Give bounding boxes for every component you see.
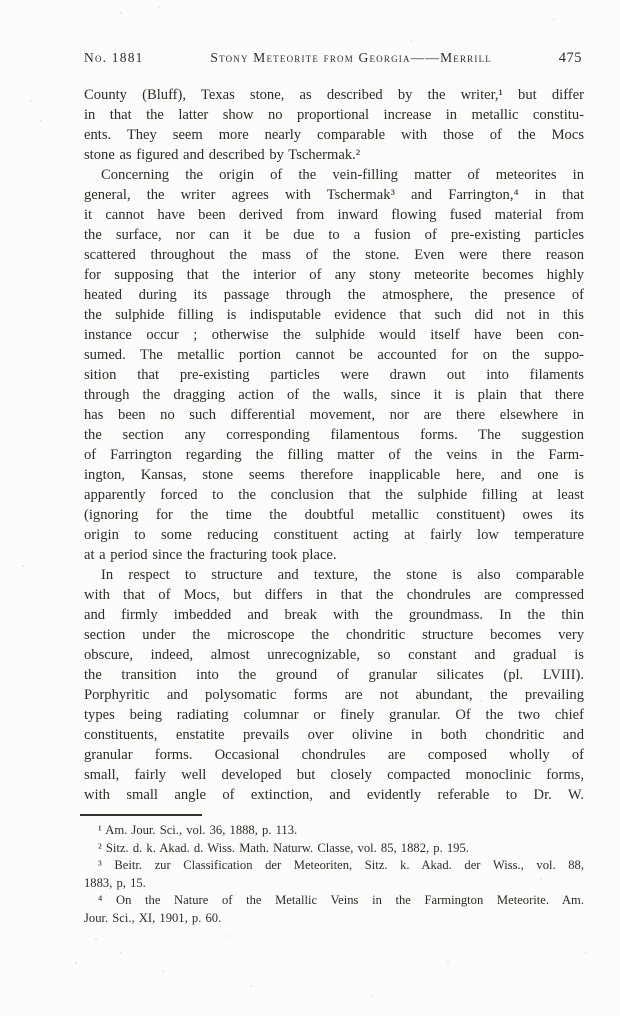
body-line: ents. They seem more nearly comparable with those of the Mocs xyxy=(84,127,584,143)
running-title: Stony Meteorite from Georgia——Merrill xyxy=(210,50,492,65)
running-head xyxy=(84,50,582,67)
body-line: instance occur ; otherwise the sulphide would itself have been con- xyxy=(84,327,584,343)
body-line: Concerning the origin of the vein-filling matter of meteorites in xyxy=(101,167,584,183)
body-line: heated during its passage through the atmosphere, the presence of xyxy=(84,287,584,303)
footnote-4-continued: Jour. Sci., XI, 1901, p. 60. xyxy=(84,910,222,925)
body-line: in that the latter show no proportional increase in metallic constitu- xyxy=(84,107,584,123)
page-number: 475 xyxy=(558,50,582,66)
issue-number: No. 1881 xyxy=(84,50,144,65)
body-line: it cannot have been derived from inward flowing fused material from xyxy=(84,207,584,223)
body-line: small, fairly well developed but closely compacted monoclinic forms, xyxy=(84,767,584,783)
body-line: Porphyritic and polysomatic forms are not abundant, the prevailing xyxy=(84,687,584,703)
body-line: for supposing that the interior of any stony meteorite becomes highly xyxy=(84,267,584,283)
body-line: sumed. The metallic portion cannot be accounted for on the suppo- xyxy=(84,347,584,363)
body-line: In respect to structure and texture, the stone is also comparable xyxy=(101,567,584,583)
body-line: constituents, enstatite prevails over olivine in both chondritic and xyxy=(84,727,584,743)
footnote-2: ² Sitz. d. k. Akad. d. Wiss. Math. Naturw. Classe, vol. 85, 1882, p. 195. xyxy=(98,840,469,855)
body-line: through the dragging action of the walls, since it is plain that there xyxy=(84,387,584,403)
footnote-3-continued: 1883, p, 15. xyxy=(84,875,146,890)
body-line: and firmly imbedded and break with the groundmass. In the thin xyxy=(84,607,584,623)
body-line: sition that pre-existing particles were drawn out into filaments xyxy=(84,367,584,383)
body-line: ington, Kansas, stone seems therefore inapplicable here, and one is xyxy=(84,467,584,483)
footnote-4: ⁴ On the Nature of the Metallic Veins in the Farmington Meteorite. Am. xyxy=(98,893,584,907)
footnote-3: ³ Beitr. zur Classification der Meteoriten, Sitz. k. Akad. der Wiss., vol. 88, xyxy=(98,858,584,872)
body-line: general, the writer agrees with Tschermak³ and Farrington,⁴ in that xyxy=(84,187,584,203)
body-line: granular forms. Occasional chondrules are composed wholly of xyxy=(84,747,584,763)
body-line: the sulphide filling is indisputable evidence that such did not in this xyxy=(84,307,584,323)
footnote-1: ¹ Am. Jour. Sci., vol. 36, 1888, p. 113. xyxy=(98,823,298,837)
body-line: section under the microscope the chondritic structure becomes very xyxy=(84,627,584,643)
body-line: the section any corresponding filamentous forms. The suggestion xyxy=(84,427,584,443)
body-line: origin to some reducing constituent acting at fairly low temperature xyxy=(84,527,584,543)
body-line: obscure, indeed, almost unrecognizable, so constant and gradual is xyxy=(84,647,584,663)
body-line: the transition into the ground of granular silicates (pl. LVIII). xyxy=(84,667,584,683)
body-line: types being radiating columnar or finely granular. Of the two chief xyxy=(84,707,584,723)
scan-noise-specks xyxy=(0,0,2,2)
body-line: the surface, nor can it be due to a fusion of pre-existing particles xyxy=(84,227,584,243)
body-line: with that of Mocs, but differs in that the chondrules are compressed xyxy=(84,587,584,603)
body-line: has been no such differential movement, nor are there elsewhere in xyxy=(84,407,584,423)
body-line: with small angle of extinction, and evidently referable to Dr. W. xyxy=(84,787,584,803)
body-line: stone as figured and described by Tschermak.² xyxy=(84,147,361,163)
body-line: at a period since the fracturing took place. xyxy=(84,547,337,563)
body-line: County (Bluff), Texas stone, as described by the writer,¹ but differ xyxy=(84,87,584,103)
body-line: scattered throughout the mass of the stone. Even were there reason xyxy=(84,247,584,263)
footnotes xyxy=(84,822,584,927)
footnote-separator-rule xyxy=(80,814,202,816)
body-text xyxy=(84,85,584,805)
body-line: of Farrington regarding the filling matter of the veins in the Farm- xyxy=(84,447,584,463)
body-line: (ignoring for the time the doubtful metallic constituent) owes its xyxy=(84,507,584,523)
body-line: apparently forced to the conclusion that the sulphide filling at least xyxy=(84,487,584,503)
